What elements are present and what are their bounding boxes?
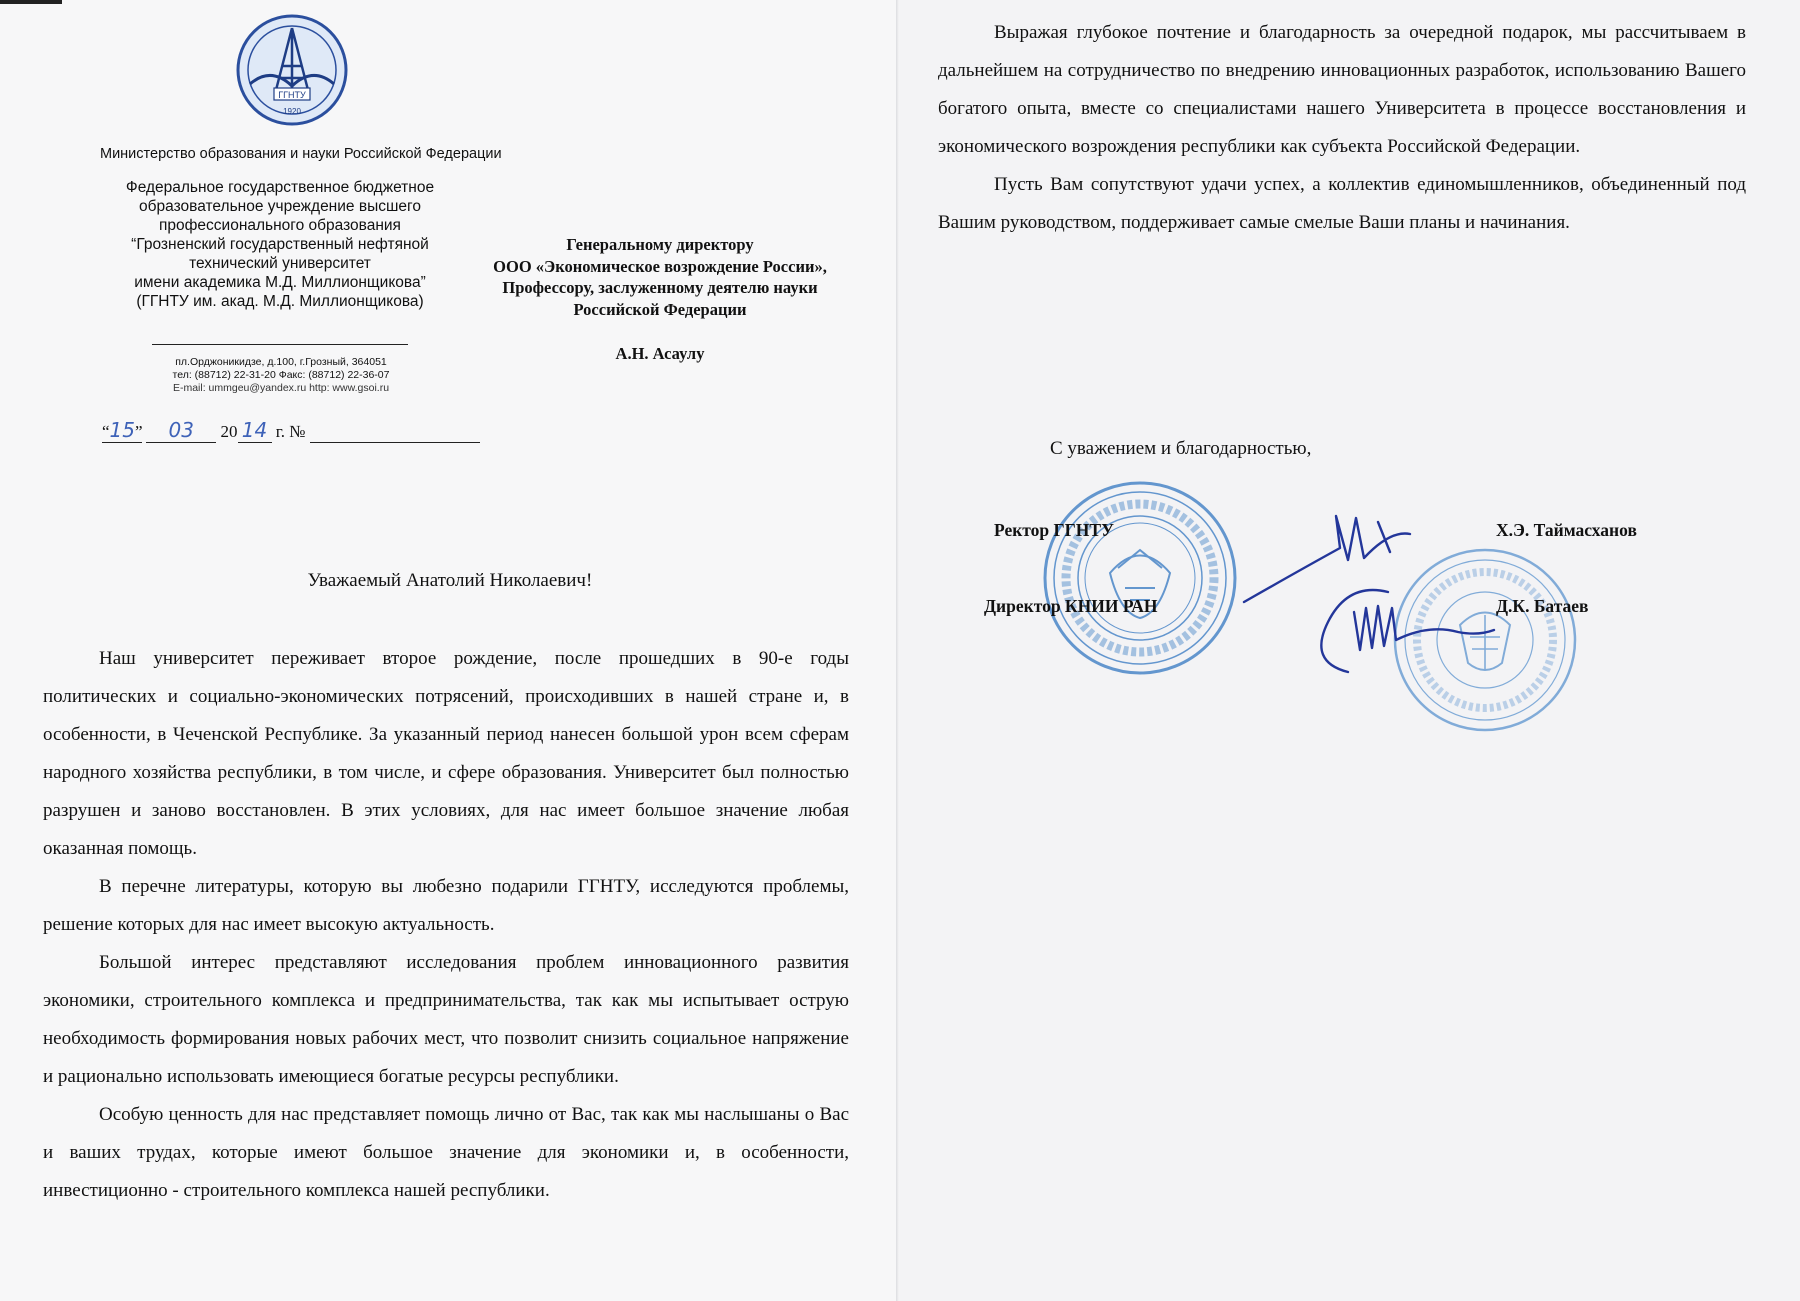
date-day: 15	[109, 418, 135, 442]
institution-line: технический университет	[189, 255, 371, 272]
addressee-block	[450, 234, 870, 320]
addressee-line: Российской Федерации	[573, 299, 747, 319]
date-month: 03	[168, 418, 194, 442]
address-block	[156, 356, 406, 395]
university-emblem-icon	[236, 14, 348, 126]
director-signature-icon	[1308, 572, 1508, 682]
date-year-prefix: 20	[220, 422, 238, 441]
institution-line: образовательное учреждение высшего	[139, 198, 421, 215]
closing-line: С уважением и благодарностью,	[1050, 438, 1312, 459]
institution-line: (ГГНТУ им. акад. М.Д. Миллионщикова)	[136, 293, 424, 310]
institution-line: Федеральное государственное бюджетное	[125, 179, 435, 196]
institution-line: профессионального образования	[159, 217, 401, 234]
addressee-name: А.Н. Асаулу	[615, 344, 705, 363]
rector-title: Ректор ГГНТУ	[994, 520, 1114, 540]
ministry-line: Министерство образования и науки Российской Федерации	[100, 146, 502, 162]
institution-line: имени академика М.Д. Миллионщикова”	[134, 274, 426, 291]
svg-text:1920: 1920	[283, 107, 301, 116]
paragraph: Наш университет переживает второе рождение, после прошедших в 90-е годы политических и социально-экономических потрясений, происходивших в нашей стране и, в особенности, в Чеченской Республике. За указанный период нанесен большой урон всем сферам народного хозяйства республики, в том числе, и сфере образования. Университет был полностью разрушен и заново восстановлен. В этих условиях, для нас имеет большое значение любая оказанная помощь.	[43, 648, 849, 859]
addressee-line: Профессору, заслуженному деятелю науки	[502, 278, 818, 297]
paragraph: Большой интерес представляют исследования проблем инновационного развития экономики, строительного комплекса и предпринимательства, так как мы испытывает острую необходимость формирования новых рабочих мест, что позволит снизить социальное напряжение и рационально использовать имеющиеся богатые ресурсы республики.	[43, 952, 849, 1087]
address-line: пл.Орджоникидзе, д.100, г.Грозный, 364051	[175, 356, 387, 368]
date-line: “15” 03 20 14 г. №	[102, 418, 480, 443]
right-body-text	[938, 14, 1746, 242]
addressee-line: Генеральному директору	[566, 235, 754, 254]
university-stamp-icon	[1040, 478, 1240, 678]
institution-name	[100, 178, 460, 311]
date-year-suffix: 14	[241, 418, 268, 442]
left-body-text	[43, 640, 849, 1210]
email-line: E-mail: ummgeu@yandex.ru http: www.gsoi.ru	[172, 382, 390, 394]
paragraph: Пусть Вам сопутствуют удачи успех, а коллектив единомышленников, объединенный под Вашим руководством, поддерживает самые смелые Ваши планы и начинания.	[938, 174, 1746, 233]
director-name: Д.К. Батаев	[1496, 596, 1589, 616]
date-number-label: г. №	[275, 422, 306, 441]
phone-line: тел: (88712) 22-31-20 Факс: (88712) 22-36-07	[172, 369, 390, 381]
paragraph: Особую ценность для нас представляет помощь лично от Вас, так как мы наслышаны о Вас и ваших трудах, которые имеют большое значение для экономики и, в особенности, инвестиционно - строительного комплекса нашей республики.	[43, 1104, 849, 1201]
paragraph: В перечне литературы, которую вы любезно подарили ГГНТУ, исследуются проблемы, решение которых для нас имеет высокую актуальность.	[43, 876, 849, 935]
salutation: Уважаемый Анатолий Николаевич!	[307, 570, 593, 591]
director-title: Директор КНИИ РАН	[984, 596, 1158, 616]
rector-name: Х.Э. Таймасханов	[1496, 520, 1637, 540]
institution-line: “Грозненский государственный нефтяной	[131, 236, 429, 253]
paragraph: Выражая глубокое почтение и благодарность за очередной подарок, мы рассчитываем в дальнейшем на сотрудничество по внедрению инновационных разработок, использованию Вашего богатого опыта, вместе со специалистами нашего Университета в процессе восстановления и экономического возрождения республики как субъекта Российской Федерации.	[938, 22, 1746, 157]
addressee-line: ООО «Экономическое возрождение России»,	[493, 256, 827, 276]
svg-text:ГГНТУ: ГГНТУ	[278, 90, 306, 100]
address-divider	[152, 344, 408, 345]
